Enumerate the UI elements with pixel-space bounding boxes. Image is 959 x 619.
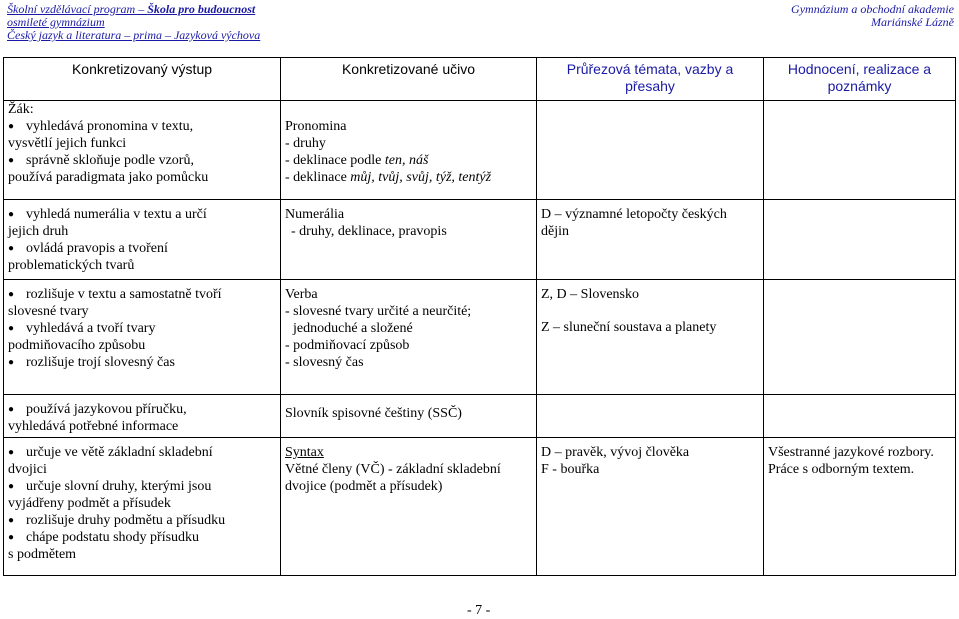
- content-title: Slovník spisovné češtiny (SSČ): [285, 406, 462, 421]
- column-header-notes: Hodnocení, realizace a poznámky: [764, 58, 956, 101]
- document-header-left: [7, 3, 260, 42]
- list-item: dvojici: [8, 462, 47, 477]
- content-line: Větné členy (VČ) - základní skladební: [285, 462, 501, 477]
- cross-line: D – pravěk, vývoj člověka: [541, 445, 690, 460]
- outputs-cell: [4, 395, 281, 438]
- content-title: Pronomina: [285, 119, 347, 134]
- page-number: - 7 -: [467, 603, 491, 618]
- table-row: [4, 395, 956, 438]
- outputs-cell: [4, 200, 281, 280]
- list-item: ● rozlišuje druhy podmětu a přísudku: [8, 512, 276, 529]
- list-item: ● vyhledá numerália v textu a určí: [8, 206, 276, 223]
- document-header-right: [791, 3, 954, 29]
- program-line: Školní vzdělávací program – Škola pro budoucnost: [7, 2, 256, 16]
- cross-cell: [537, 280, 764, 395]
- list-item: ● ovládá pravopis a tvoření: [8, 240, 276, 257]
- notes-cell: [764, 438, 956, 576]
- cross-cell: [537, 395, 764, 438]
- content-cell: [281, 200, 537, 280]
- content-line: - slovesné tvary určité a neurčité;: [285, 304, 472, 319]
- column-header-cross: Průřezová témata, vazby a přesahy: [537, 58, 764, 101]
- table-row: [4, 200, 956, 280]
- table-header-row: [4, 58, 956, 101]
- school-type-line: osmileté gymnázium: [7, 15, 105, 29]
- content-line: - druhy: [285, 136, 326, 151]
- notes-cell: [764, 101, 956, 200]
- list-item: s podmětem: [8, 547, 77, 562]
- list-item: ● vyhledává pronomina v textu,: [8, 118, 276, 135]
- content-title: Numerália: [285, 207, 345, 222]
- curriculum-table: [3, 57, 956, 576]
- notes-cell: [764, 280, 956, 395]
- list-item: ● určuje ve větě základní skladební: [8, 444, 276, 461]
- notes-cell: [764, 395, 956, 438]
- content-title: Syntax: [285, 445, 324, 460]
- content-cell: [281, 438, 537, 576]
- list-item: podmiňovacího způsobu: [8, 338, 146, 353]
- content-line: jednoduché a složené: [293, 321, 413, 336]
- cross-cell: [537, 200, 764, 280]
- list-item: problematických tvarů: [8, 258, 135, 273]
- school-name: Gymnázium a obchodní akademie: [791, 2, 954, 16]
- outputs-cell: [4, 101, 281, 200]
- list-item: slovesné tvary: [8, 304, 89, 319]
- school-town: Mariánské Lázně: [871, 15, 954, 29]
- table-row: [4, 438, 956, 576]
- list-item: ● vyhledává a tvoří tvary: [8, 320, 276, 337]
- column-header-outputs: Konkretizovaný výstup: [4, 58, 281, 101]
- notes-line: Práce s odborným textem.: [768, 462, 915, 477]
- cross-cell: [537, 101, 764, 200]
- content-line: dvojice (podmět a přísudek): [285, 479, 443, 494]
- zak-label: Žák:: [8, 102, 34, 117]
- table-row: [4, 280, 956, 395]
- list-item: ● používá jazykovou příručku,: [8, 401, 276, 418]
- content-line: - deklinace podle ten, náš: [285, 153, 429, 168]
- list-item: jejich druh: [8, 224, 69, 239]
- cross-line: D – významné letopočty českých: [541, 207, 727, 222]
- content-line: - druhy, deklinace, pravopis: [291, 224, 447, 239]
- list-item: vyhledává potřebné informace: [8, 419, 179, 434]
- content-cell: [281, 395, 537, 438]
- list-item: vyjádřeny podmět a přísudek: [8, 496, 171, 511]
- content-cell: [281, 101, 537, 200]
- subject-line: Český jazyk a literatura – prima – Jazyková výchova: [7, 28, 261, 42]
- list-item: používá paradigmata jako pomůcku: [8, 170, 209, 185]
- outputs-cell: [4, 438, 281, 576]
- content-line: - slovesný čas: [285, 355, 364, 370]
- outputs-cell: [4, 280, 281, 395]
- content-cell: [281, 280, 537, 395]
- cross-line: Z – sluneční soustava a planety: [541, 320, 717, 335]
- list-item: vysvětlí jejich funkci: [8, 136, 127, 151]
- list-item: ● rozlišuje trojí slovesný čas: [8, 354, 276, 371]
- list-item: ● chápe podstatu shody přísudku: [8, 529, 276, 546]
- cross-line: F - bouřka: [541, 462, 600, 477]
- table-row: [4, 101, 956, 200]
- cross-line: Z, D – Slovensko: [541, 287, 639, 302]
- list-item: ● určuje slovní druhy, kterými jsou: [8, 478, 276, 495]
- content-title: Verba: [285, 287, 318, 302]
- list-item: ● správně skloňuje podle vzorů,: [8, 152, 276, 169]
- notes-cell: [764, 200, 956, 280]
- content-line: - podmiňovací způsob: [285, 338, 410, 353]
- notes-line: Všestranné jazykové rozbory.: [768, 445, 934, 460]
- cross-line: dějin: [541, 224, 569, 239]
- list-item: ● rozlišuje v textu a samostatně tvoří: [8, 286, 276, 303]
- column-header-content: Konkretizované učivo: [281, 58, 537, 101]
- cross-cell: [537, 438, 764, 576]
- content-line: - deklinace můj, tvůj, svůj, týž, tentýž: [285, 170, 492, 185]
